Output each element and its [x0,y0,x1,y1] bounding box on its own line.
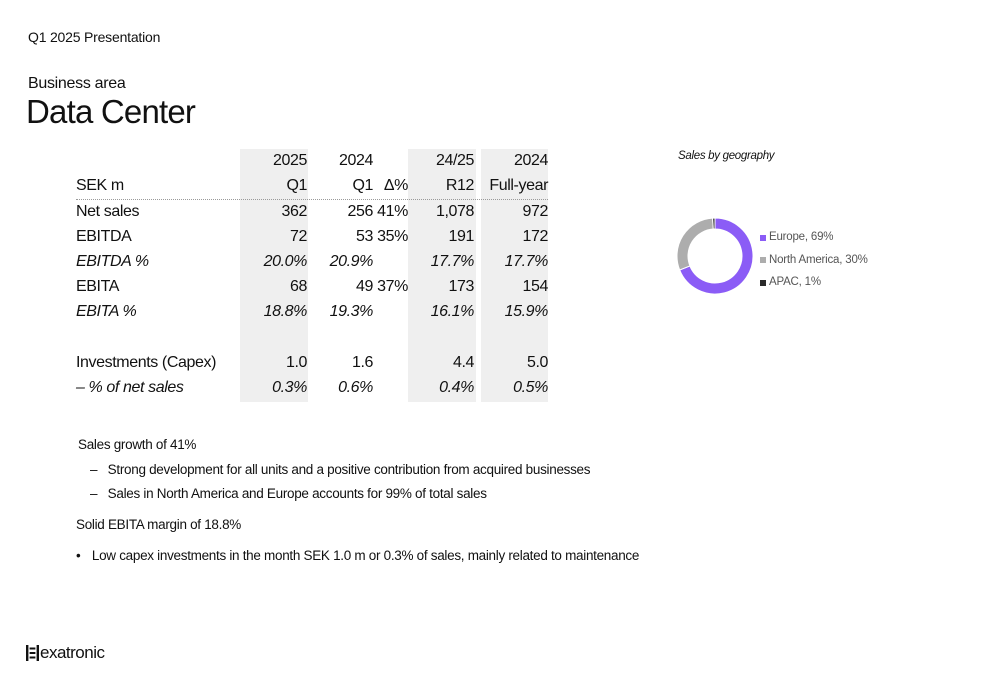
dash-marker: – [90,486,98,501]
note-text: Low capex investments in the month SEK 1.0 m or 0.3% of sales, mainly related to maintenance [91,548,640,563]
legend-swatch [760,280,766,286]
cell: 0.5% [513,379,548,396]
cell: 15.9% [504,303,548,320]
cell: 35% [377,228,408,245]
header-row-years [76,149,556,174]
cell: 72 [290,228,307,245]
note-bullet [76,548,639,563]
table-row [76,376,556,401]
cell: 173 [448,278,474,295]
cell: 0.3% [272,379,307,396]
presentation-label: Q1 2025 Presentation [28,29,161,45]
logo-wordmark: exatronic [40,643,105,662]
cell: 0.4% [439,379,474,396]
cell: 154 [522,278,548,295]
head-period: Δ% [383,177,408,194]
row-label: – % of net sales [76,379,184,396]
cell: 20.9% [329,253,373,270]
cell: 37% [377,278,408,295]
cell: 20.0% [263,253,307,270]
cell: 362 [281,203,307,220]
cell: 68 [290,278,307,295]
note-heading: Solid EBITA margin of 18.8% [76,517,241,532]
cell: 1.0 [285,354,307,371]
donut-slice-north-america [677,218,713,270]
row-label: EBITDA [76,228,132,245]
legend-label: APAC, 1% [769,276,821,289]
page-subtitle: Business area [28,75,126,92]
cell: 49 [356,278,373,295]
table-row [76,200,556,225]
cell: 172 [522,228,548,245]
cell: 191 [448,228,474,245]
legend-swatch [760,235,766,241]
unit-label: SEK m [76,177,124,194]
cell: 1,078 [435,203,474,220]
company-logo [26,643,104,663]
head-year: 2024 [339,152,373,169]
legend-label: Europe, 69% [769,231,834,244]
cell: 0.6% [338,379,373,396]
chart-legend [760,226,868,294]
head-period: R12 [445,177,474,194]
cell: 19.3% [329,303,373,320]
hexatronic-logo-icon [26,644,39,662]
head-year: 2024 [514,152,548,169]
row-label: EBITA % [76,303,137,320]
cell: 16.1% [430,303,474,320]
table-row [76,225,556,250]
row-label: EBITDA % [76,253,149,270]
head-period: Q1 [286,177,307,194]
cell: 256 [347,203,373,220]
cell: 17.7% [430,253,474,270]
table-row [76,300,556,325]
cell: 53 [356,228,373,245]
cell: 18.8% [263,303,307,320]
table-row [76,351,556,376]
dash-marker: – [90,462,98,477]
row-label: EBITA [76,278,120,295]
head-year: 2025 [273,152,307,169]
table-row [76,250,556,275]
chart-title: Sales by geography [678,150,775,162]
geography-donut-chart [670,203,762,309]
donut-slice-apac [713,218,715,229]
cell: 5.0 [526,354,548,371]
note-text: Sales in North America and Europe accounts for 99% of total sales [107,486,487,501]
head-period: Q1 [352,177,373,194]
cell: 972 [522,203,548,220]
legend-swatch [760,257,766,263]
row-label: Net sales [76,203,140,220]
cell: 17.7% [504,253,548,270]
legend-label: North America, 30% [769,253,868,266]
cell: 41% [377,203,408,220]
page-title: Data Center [26,93,196,130]
note-heading: Sales growth of 41% [78,437,197,452]
cell: 4.4 [452,354,474,371]
legend-item-north-america [760,249,868,272]
header-row-periods [76,174,556,199]
note-bullet [90,462,590,477]
table-row-spacer [76,325,556,350]
note-text: Strong development for all units and a positive contribution from acquired businesses [107,462,591,477]
legend-item-europe [760,226,868,249]
row-label: Investments (Capex) [76,354,217,371]
head-year: 24/25 [435,152,474,169]
head-period: Full-year [489,177,548,194]
cell: 1.6 [351,354,373,371]
bullet-marker: • [76,548,81,563]
legend-item-apac [760,271,868,294]
note-bullet [90,486,487,501]
table-row [76,275,556,300]
